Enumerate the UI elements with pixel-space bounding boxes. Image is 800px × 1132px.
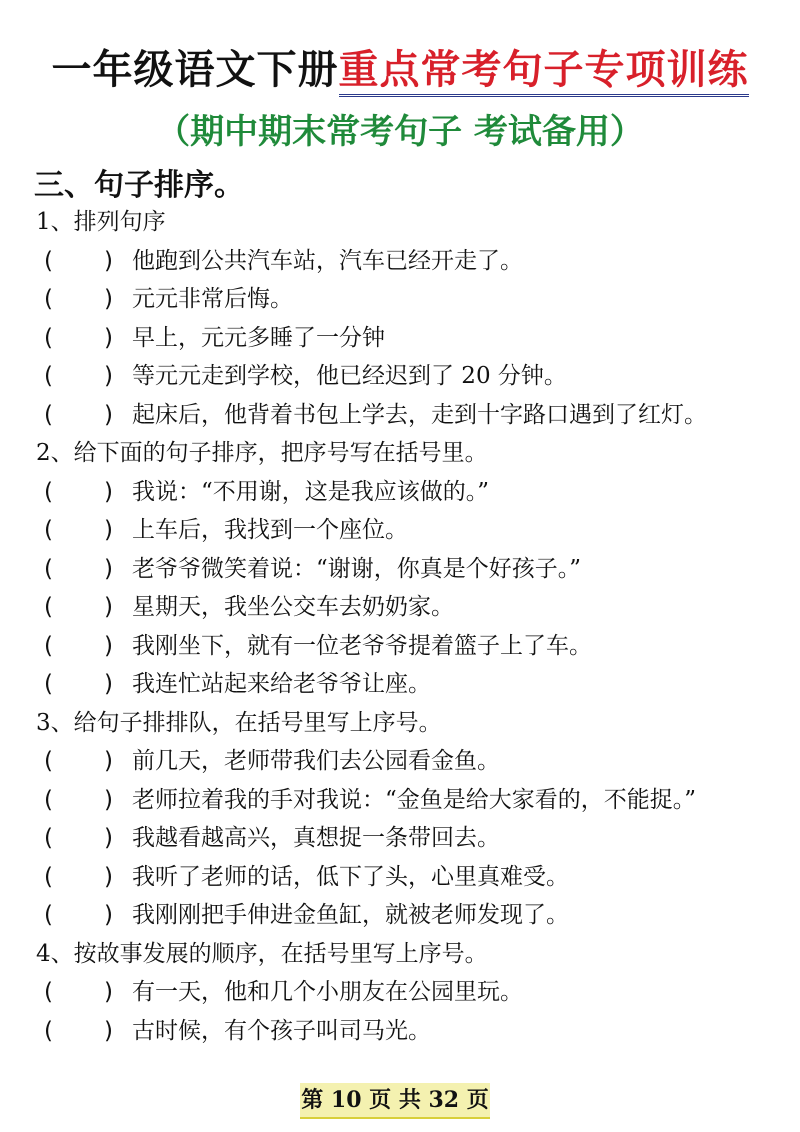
section-heading: 三、句子排序。 (34, 168, 244, 203)
sentence-item (36, 357, 796, 396)
sentence-text: 我刚坐下，就有一位老爷爷提着篮子上了车。 (132, 632, 592, 659)
page-number-label: 第 10 页 共 32 页 (300, 1083, 490, 1119)
answer-blank[interactable]: ( ) (44, 517, 113, 543)
sentence-item (36, 819, 796, 858)
answer-blank[interactable]: ( ) (44, 786, 113, 813)
sentence-text: 他跑到公共汽车站，汽车已经开走了。 (132, 247, 523, 274)
answer-blank[interactable]: ( ) (44, 1017, 113, 1044)
sentence-item (36, 781, 796, 820)
sentence-item (36, 396, 796, 435)
answer-blank[interactable]: ( ) (44, 825, 113, 851)
sentence-text: 我说：“不用谢，这是我应该做的。” (132, 478, 490, 505)
title-red-part: 重点常考句子专项训练 (339, 47, 749, 97)
sentence-item (36, 473, 796, 512)
answer-blank[interactable]: ( ) (44, 902, 113, 928)
sentence-text: 我刚刚把手伸进金鱼缸，就被老师发现了。 (132, 902, 569, 928)
sentence-item (36, 280, 796, 319)
document-title (0, 38, 800, 95)
sentence-item (36, 588, 796, 627)
question-title: 2、给下面的句子排序，把序号写在括号里。 (36, 440, 488, 466)
sentence-item (36, 1012, 796, 1051)
sentence-text: 有一天，他和几个小朋友在公园里玩。 (132, 979, 523, 1005)
answer-blank[interactable]: ( ) (44, 286, 113, 312)
sentence-text: 我连忙站起来给老爷爷让座。 (132, 671, 431, 697)
sentence-item (36, 319, 796, 358)
sentence-text: 起床后，他背着书包上学去，走到十字路口遇到了红灯。 (132, 401, 707, 428)
title-black-part: 一年级语文下册 (51, 47, 339, 93)
sentence-text: 前几天，老师带我们去公园看金鱼。 (132, 748, 500, 774)
question-title: 4、按故事发展的顺序，在括号里写上序号。 (36, 940, 488, 967)
answer-blank[interactable]: ( ) (44, 594, 113, 620)
answer-blank[interactable]: ( ) (44, 555, 113, 582)
sentence-text: 早上，元元多睡了一分钟 (132, 324, 385, 351)
question-title: 1、排列句序 (36, 209, 166, 235)
sentence-text: 老爷爷微笑着说：“谢谢，你真是个好孩子。” (132, 555, 582, 582)
answer-blank[interactable]: ( ) (44, 979, 113, 1005)
document-subtitle: （期中期末常考句子 考试备用） (156, 112, 644, 152)
sentence-text: 上车后，我找到一个座位。 (132, 517, 408, 543)
sentence-text: 我越看越高兴，真想捉一条带回去。 (132, 825, 500, 851)
sentence-text: 古时候，有个孩子叫司马光。 (132, 1017, 431, 1044)
sentence-item (36, 665, 796, 704)
sentence-item (36, 242, 796, 281)
answer-blank[interactable]: ( ) (44, 401, 113, 428)
answer-blank[interactable]: ( ) (44, 748, 113, 774)
answer-blank[interactable]: ( ) (44, 863, 113, 890)
sentence-item (36, 511, 796, 550)
answer-blank[interactable]: ( ) (44, 324, 113, 351)
sentence-text: 老师拉着我的手对我说：“金鱼是给大家看的，不能捉。” (132, 786, 697, 813)
answer-blank[interactable]: ( ) (44, 632, 113, 659)
answer-blank[interactable]: ( ) (44, 478, 113, 505)
sentence-text: 星期天，我坐公交车去奶奶家。 (132, 594, 454, 620)
sentence-item (36, 627, 796, 666)
question-title: 3、给句子排排队，在括号里写上序号。 (36, 709, 442, 736)
answer-blank[interactable]: ( ) (44, 247, 113, 274)
sentence-text: 我听了老师的话，低下了头，心里真难受。 (132, 863, 569, 890)
sentence-item (36, 858, 796, 897)
sentence-item (36, 896, 796, 935)
exercise-content (36, 203, 796, 1050)
sentence-item (36, 973, 796, 1012)
sentence-item (36, 550, 796, 589)
answer-blank[interactable]: ( ) (44, 363, 113, 389)
sentence-text: 元元非常后悔。 (132, 286, 293, 312)
sentence-item (36, 742, 796, 781)
answer-blank[interactable]: ( ) (44, 671, 113, 697)
sentence-text: 等元元走到学校，他已经迟到了 20 分钟。 (132, 363, 567, 389)
